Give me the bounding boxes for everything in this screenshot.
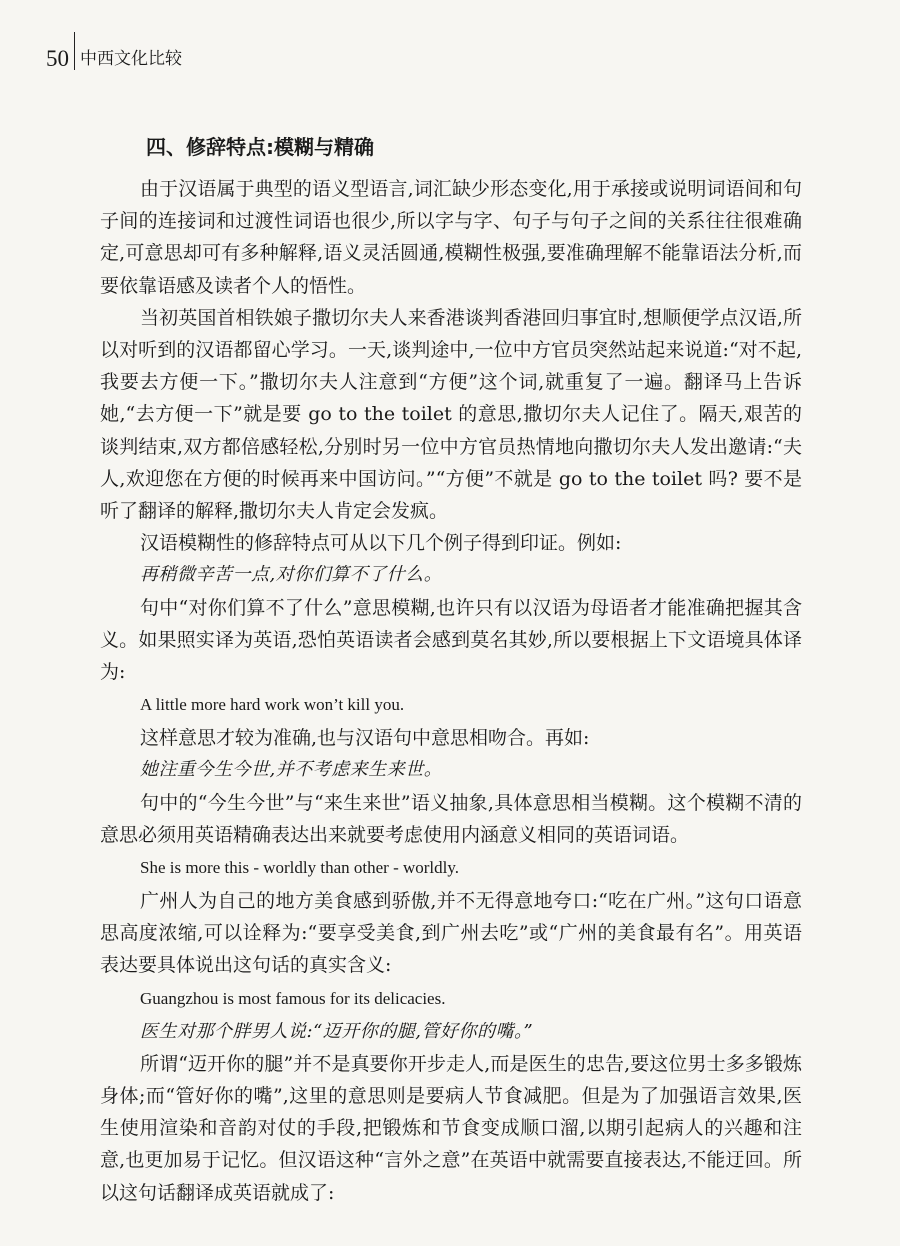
example-sentence: 她注重今生今世,并不考虑来生来世。 (140, 759, 443, 781)
paragraph: 广州人为自己的地方美食感到骄傲,并不无得意地夸口:“吃在广州。”这句口语意思高度浓缩,可以诠释为:“要享受美食,到广州去吃”或“广州的美食最有名”。用英语表达要具体说出这句话的真实含义: (100, 890, 802, 977)
english-translation: Guangzhou is most famous for its delicacies. (140, 988, 446, 1008)
page-header (46, 46, 182, 70)
main-text (100, 130, 802, 1209)
section-title: 四、修辞特点:模糊与精确 (146, 135, 374, 159)
example-sentence: 再稍微辛苦一点,对你们算不了什么。 (140, 564, 443, 586)
paragraph: 由于汉语属于典型的语义型语言,词汇缺少形态变化,用于承接或说明词语间和句子间的连接词和过渡性词语也很少,所以字与字、句子与句子之间的关系往往很难确定,可意思却可有多种解释,语义灵活圆通,模糊性极强,要准确理解不能靠语法分析,而要依靠语感及读者个人的悟性。 (100, 178, 802, 297)
running-title: 中西文化比较 (80, 49, 182, 69)
paragraph: 句中“对你们算不了什么”意思模糊,也许只有以汉语为母语者才能准确把握其含义。如果照实译为英语,恐怕英语读者会感到莫名其妙,所以要根据上下文语境具体译为: (100, 596, 802, 684)
paragraph: 所谓“迈开你的腿”并不是真要你开步走人,而是医生的忠告,要这位男士多多锻炼身体;而“管好你的嘴”,这里的意思则是要病人节食减肥。但是为了加强语言效果,医生使用渲染和音韵对仗的手段,把锻炼和节食变成顺口溜,以期引起病人的兴趣和注意,也更加易于记忆。但汉语这种“言外之意”在英语中就需要直接表达,不能迂回。所以这句话翻译成英语就成了: (100, 1052, 802, 1204)
paragraph: 当初英国首相铁娘子撒切尔夫人来香港谈判香港回归事宜时,想顺便学点汉语,所以对听到的汉语都留心学习。一天,谈判途中,一位中方官员突然站起来说道:“对不起,我要去方便一下。”撒切尔夫人注意到“方便”这个词,就重复了一遍。翻译马上告诉她,“去方便一下”就是要 go to the toilet 的意思,撒切尔夫人记住了。隔天,艰苦的谈判结束,双方都倍感轻松,分别时另一位中方官员热情地向撒切尔夫人发出邀请:“夫人,欢迎您在方便的时候再来中国访问。”“方便”不就是 go to the toilet 吗? 要不是听了翻译的解释,撒切尔夫人肯定会发疯。 (100, 306, 802, 523)
paragraph: 汉语模糊性的修辞特点可从以下几个例子得到印证。例如: (140, 532, 622, 555)
paragraph: 句中的“今生今世”与“来生来世”语义抽象,具体意思相当模糊。这个模糊不清的意思必须用英语精确表达出来就要考虑使用内涵意义相同的英语词语。 (100, 791, 802, 846)
paragraph: 这样意思才较为准确,也与汉语句中意思相吻合。再如: (140, 727, 590, 750)
page-number: 50 (46, 46, 69, 71)
english-translation: A little more hard work won’t kill you. (140, 695, 405, 715)
example-sentence: 医生对那个胖男人说:“迈开你的腿,管好你的嘴。” (140, 1020, 534, 1042)
english-translation: She is more this - worldly than other - worldly. (140, 858, 460, 878)
